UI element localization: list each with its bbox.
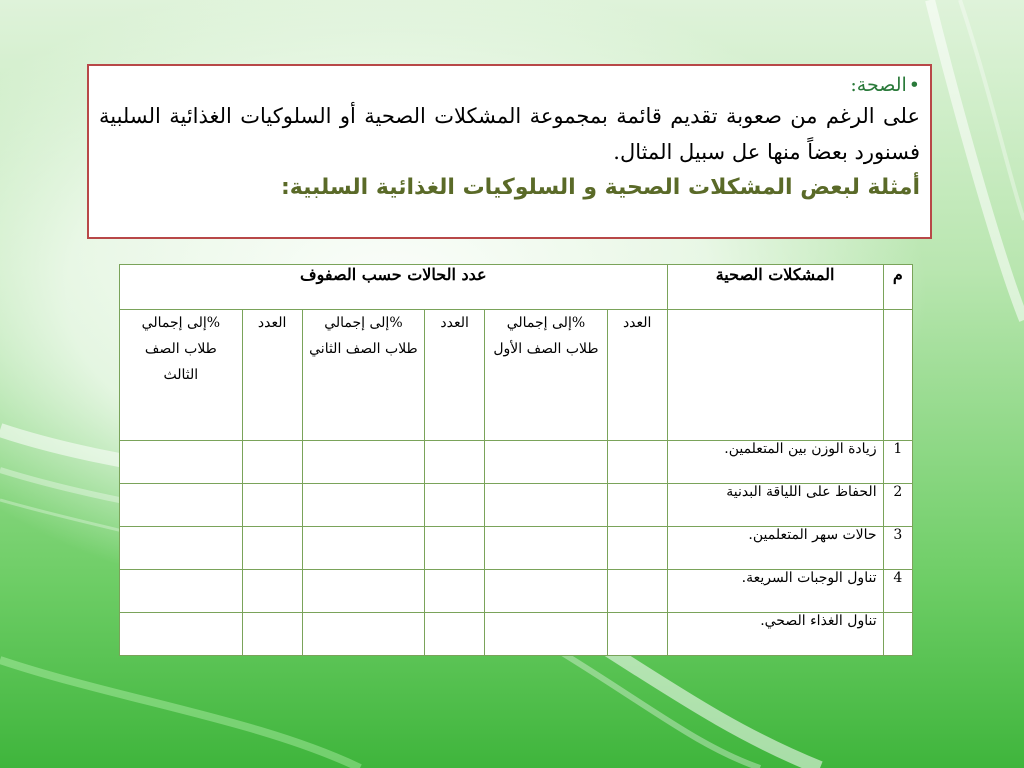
cell-count-grade2[interactable] — [425, 484, 485, 527]
table-row — [120, 527, 913, 570]
cell-count-grade1[interactable] — [607, 570, 667, 613]
cell-count-grade3[interactable] — [242, 527, 302, 570]
cell-count-grade3[interactable] — [242, 441, 302, 484]
cell-percent-grade3[interactable] — [120, 527, 243, 570]
subheader-count-grade2: العدد — [425, 310, 485, 441]
health-problems-table — [119, 264, 913, 656]
cell-percent-grade3[interactable] — [120, 613, 243, 656]
cell-count-grade2[interactable] — [425, 441, 485, 484]
health-heading-label: الصحة: — [850, 74, 907, 96]
cell-count-grade3[interactable] — [242, 570, 302, 613]
subheader-blank-problems — [667, 310, 883, 441]
subheader-count-grade3: العدد — [242, 310, 302, 441]
row-num: 4 — [883, 570, 912, 613]
cell-count-grade2[interactable] — [425, 613, 485, 656]
cell-percent-grade2[interactable] — [302, 570, 425, 613]
cell-percent-grade2[interactable] — [302, 527, 425, 570]
intro-paragraph: على الرغم من صعوبة تقديم قائمة بمجموعة المشكلات الصحية أو السلوكيات الغذائية السلبية فسنورد بعضاً منها عل سبيل المثال. — [99, 104, 920, 164]
examples-title: أمثلة لبعض المشكلات الصحية و السلوكيات الغذائية السلبية: — [280, 175, 920, 200]
health-heading — [99, 72, 920, 98]
header-problems: المشكلات الصحية — [667, 265, 883, 310]
table-header-row — [120, 265, 913, 310]
row-problem: زيادة الوزن بين المتعلمين. — [667, 441, 883, 484]
table-row — [120, 484, 913, 527]
cell-count-grade1[interactable] — [607, 484, 667, 527]
subheader-percent-grade2: %إلى إجمالي طلاب الصف الثاني — [302, 310, 425, 441]
bullet-icon: • — [908, 74, 920, 96]
cell-percent-grade1[interactable] — [485, 527, 608, 570]
cell-count-grade3[interactable] — [242, 613, 302, 656]
cell-percent-grade1[interactable] — [485, 613, 608, 656]
cell-percent-grade1[interactable] — [485, 441, 608, 484]
row-num — [883, 613, 912, 656]
cell-count-grade1[interactable] — [607, 527, 667, 570]
cell-count-grade3[interactable] — [242, 484, 302, 527]
cell-percent-grade3[interactable] — [120, 570, 243, 613]
header-num: م — [883, 265, 912, 310]
row-problem: تناول الغذاء الصحي. — [667, 613, 883, 656]
header-cases: عدد الحالات حسب الصفوف — [120, 265, 668, 310]
cell-count-grade1[interactable] — [607, 441, 667, 484]
cell-percent-grade2[interactable] — [302, 613, 425, 656]
cell-percent-grade2[interactable] — [302, 484, 425, 527]
table-row — [120, 441, 913, 484]
cell-count-grade2[interactable] — [425, 570, 485, 613]
cell-count-grade1[interactable] — [607, 613, 667, 656]
cell-percent-grade3[interactable] — [120, 484, 243, 527]
cell-percent-grade3[interactable] — [120, 441, 243, 484]
row-num: 1 — [883, 441, 912, 484]
cell-percent-grade1[interactable] — [485, 570, 608, 613]
subheader-count-grade1: العدد — [607, 310, 667, 441]
cell-percent-grade2[interactable] — [302, 441, 425, 484]
row-num: 2 — [883, 484, 912, 527]
row-num: 3 — [883, 527, 912, 570]
subheader-percent-grade3: %إلى إجمالي طلاب الصف الثالث — [120, 310, 243, 441]
table-row — [120, 570, 913, 613]
table-row — [120, 613, 913, 656]
cell-percent-grade1[interactable] — [485, 484, 608, 527]
table-subheader-row — [120, 310, 913, 441]
cell-count-grade2[interactable] — [425, 527, 485, 570]
row-problem: تناول الوجبات السريعة. — [667, 570, 883, 613]
row-problem: حالات سهر المتعلمين. — [667, 527, 883, 570]
subheader-blank-num — [883, 310, 912, 441]
row-problem: الحفاظ على اللياقة البدنية — [667, 484, 883, 527]
intro-text-box — [87, 64, 932, 239]
subheader-percent-grade1: %إلى إجمالي طلاب الصف الأول — [485, 310, 608, 441]
